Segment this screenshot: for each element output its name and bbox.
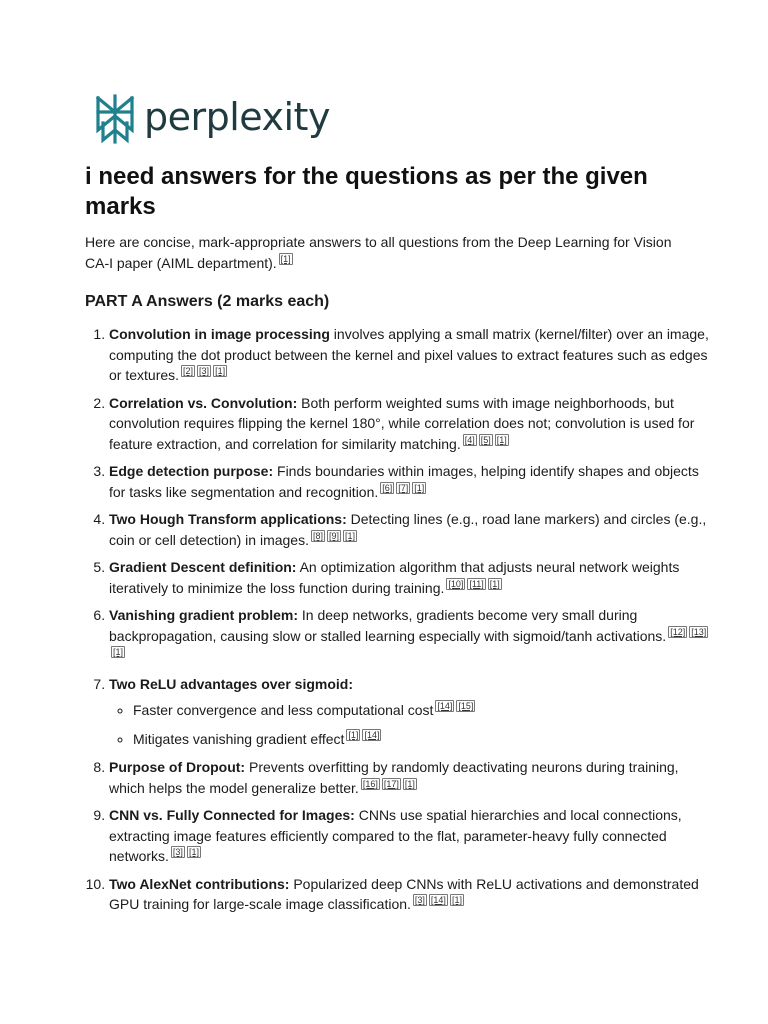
citation-link[interactable]: [8] (313, 530, 324, 541)
page-title: i need answers for the questions as per the given marks (85, 163, 648, 220)
sub-list (109, 700, 709, 749)
perplexity-logo (94, 93, 330, 145)
answer-text: Prevents overfitting by randomly deactivating neurons during training, which helps the model generalize better. (109, 759, 679, 796)
answer-term: Two Hough Transform applications: (109, 511, 347, 527)
answer-citations (359, 779, 417, 789)
citation-link[interactable]: [1] (215, 366, 226, 377)
citation-link[interactable]: [4] (464, 434, 475, 445)
answer-item (109, 874, 709, 915)
answer-text: Finds boundaries within images, helping identify shapes and objects for tasks like segmentation and recognition. (109, 463, 699, 500)
answer-term: Vanishing gradient problem: (109, 607, 299, 623)
citation-link[interactable]: [14] (364, 729, 380, 740)
answer-citations (378, 483, 426, 493)
citation-link[interactable]: [1] (345, 530, 356, 541)
answer-text: CNNs use spatial hierarchies and local connections, extracting image features efficiently compared to the flat, parameter-heavy fully connected networks. (109, 807, 682, 864)
answer-item (109, 324, 709, 386)
citation-link[interactable]: [1] (414, 482, 425, 493)
citation-link[interactable]: [13] (691, 626, 707, 637)
citation-link[interactable]: [16] (362, 778, 378, 789)
citation-link[interactable]: [1] (188, 847, 199, 858)
citation-link[interactable]: [1] (489, 578, 500, 589)
answer-text: Popularized deep CNNs with ReLU activations and demonstrated GPU training for large-scale image classification. (109, 875, 699, 912)
answer-item (109, 805, 709, 867)
citation-link[interactable]: [1] (280, 254, 291, 265)
answer-item (109, 509, 709, 550)
answer-item (109, 393, 709, 455)
citation-link[interactable]: [9] (329, 530, 340, 541)
citation-link[interactable]: [6] (382, 482, 393, 493)
answer-text: Detecting lines (e.g., road lane markers) and circles (e.g., coin or cell detection) in images. (109, 511, 707, 548)
answer-term: CNN vs. Fully Connected for Images: (109, 807, 355, 823)
citation-link[interactable]: [3] (172, 847, 183, 858)
citation-link[interactable]: [7] (398, 482, 409, 493)
citation-link[interactable]: [3] (414, 895, 425, 906)
answer-term: Two AlexNet contributions: (109, 875, 290, 892)
answer-text: involves applying a small matrix (kernel/filter) over an image, computing the dot product between the kernel and pixel values to extract features such as edges or textures. (109, 326, 709, 383)
citation-link[interactable]: [1] (113, 647, 124, 658)
citation-link[interactable]: [1] (496, 434, 507, 445)
answer-citations (461, 435, 509, 445)
answer-citations (179, 366, 227, 376)
intro-text: Here are concise, mark-appropriate answers to all questions from the Deep Learning for Vision CA-I paper (AIML department). (85, 234, 672, 271)
answer-item (109, 757, 709, 798)
answer-text: An optimization algorithm that adjusts neural network weights iteratively to minimize the loss function during training. (109, 559, 680, 596)
sub-item-citations (344, 730, 381, 740)
answer-citations (444, 579, 501, 589)
citation-link[interactable]: [3] (199, 366, 210, 377)
answers-list (85, 324, 709, 922)
citation-link[interactable]: [5] (480, 434, 491, 445)
answer-item (109, 461, 709, 502)
answer-term: Edge detection purpose: (109, 463, 274, 479)
answer-citations (411, 895, 464, 905)
perplexity-logo-icon (94, 93, 136, 145)
citation-link[interactable]: [2] (183, 366, 194, 377)
answer-citations (169, 847, 201, 857)
answer-citations (309, 531, 357, 541)
citation-link[interactable]: [1] (451, 895, 462, 906)
citation-link[interactable]: [17] (383, 778, 399, 789)
answer-item (109, 605, 709, 667)
citation-link[interactable]: [15] (458, 701, 474, 712)
citation-link[interactable]: [10] (448, 578, 464, 589)
answer-term: Gradient Descent definition: (109, 559, 297, 575)
citation-link[interactable]: [11] (469, 578, 484, 589)
section-heading: PART A Answers (2 marks each) (85, 293, 330, 310)
answer-term: Convolution in image processing (109, 326, 330, 342)
sub-item-text: Mitigates vanishing gradient effect (133, 730, 345, 747)
sub-item-text: Faster convergence and less computational cost (133, 702, 434, 718)
citation-link[interactable]: [12] (670, 626, 686, 637)
answer-term: Two ReLU advantages over sigmoid: (109, 675, 354, 692)
answer-term: Purpose of Dropout: (109, 759, 246, 775)
citation-link[interactable]: [1] (404, 778, 415, 789)
sub-item-citations (433, 701, 475, 711)
intro-paragraph (85, 232, 685, 274)
answer-term: Correlation vs. Convolution: (109, 394, 298, 411)
answer-item (109, 557, 709, 598)
citation-link[interactable]: [14] (430, 895, 446, 906)
citation-link[interactable]: [14] (437, 701, 453, 712)
citation-link[interactable]: [1] (348, 729, 359, 740)
answer-item (109, 674, 709, 750)
answer-text: In deep networks, gradients become very small during backpropagation, causing slow or stalled learning especially with sigmoid/tanh activations. (109, 607, 667, 644)
answer-text: Both perform weighted sums with image neighborhoods, but convolution requires flipping the kernel 180°, while correlation does not; convolution is used for feature extraction, and correlation for similarity matching. (109, 394, 695, 452)
brand-name: perplexity (144, 95, 330, 139)
sub-list-item (133, 700, 709, 721)
intro-citations (277, 254, 293, 264)
sub-list-item (133, 729, 709, 750)
